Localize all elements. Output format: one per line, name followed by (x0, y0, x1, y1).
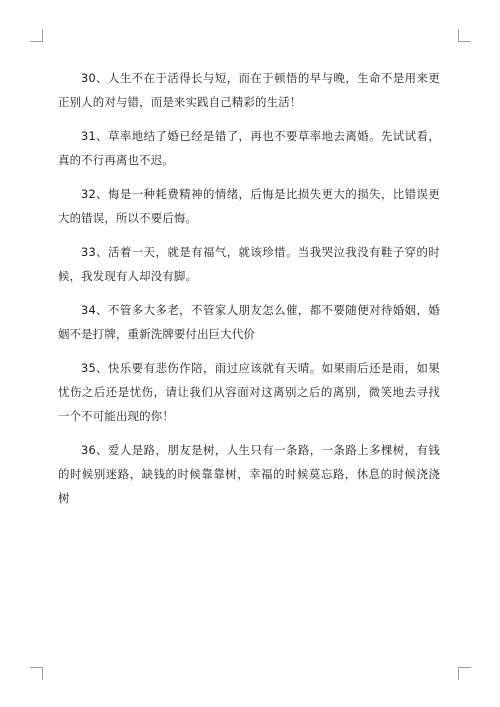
paragraph-30: 30、人生不在于活得长与短，而在于顿悟的早与晚，生命不是用来更正别人的对与错，而是来实践自己精彩的生活！ (58, 71, 440, 109)
paragraph-35: 35、快乐要有悲伤作陪，雨过应该就有天晴。如果雨后还是雨，如果忧伤之后还是忧伤，请让我们从容面对这离别之后的离别，微笑地去寻找一个不可能出现的你！ (58, 361, 440, 423)
crop-mark-top-right (458, 29, 471, 42)
crop-mark-bottom-left (30, 667, 43, 680)
paragraph-36: 36、爱人是路，朋友是树，人生只有一条路，一条路上多棵树，有钱的时候别迷路，缺钱的时候靠靠树，幸福的时候莫忘路，休息的时候浇浇树 (58, 443, 440, 505)
paragraph-33: 33、活着一天，就是有福气，就该珍惜。当我哭泣我没有鞋子穿的时候，我发现有人却没有脚。 (58, 245, 440, 283)
paragraph-32: 32、悔是一种耗费精神的情绪，后悔是比损失更大的损失，比错误更大的错误，所以不要后悔。 (58, 187, 440, 225)
paragraph-31: 31、草率地结了婚已经是错了，再也不要草率地去离婚。先试试看，真的不行再离也不迟。 (58, 129, 440, 167)
paragraph-34: 34、不管多大多老，不管家人朋友怎么催，都不要随便对待婚姻，婚姻不是打牌，重新洗牌要付出巨大代价 (58, 303, 440, 341)
crop-mark-bottom-right (458, 667, 471, 680)
document-body (58, 66, 440, 520)
crop-mark-top-left (30, 29, 43, 42)
